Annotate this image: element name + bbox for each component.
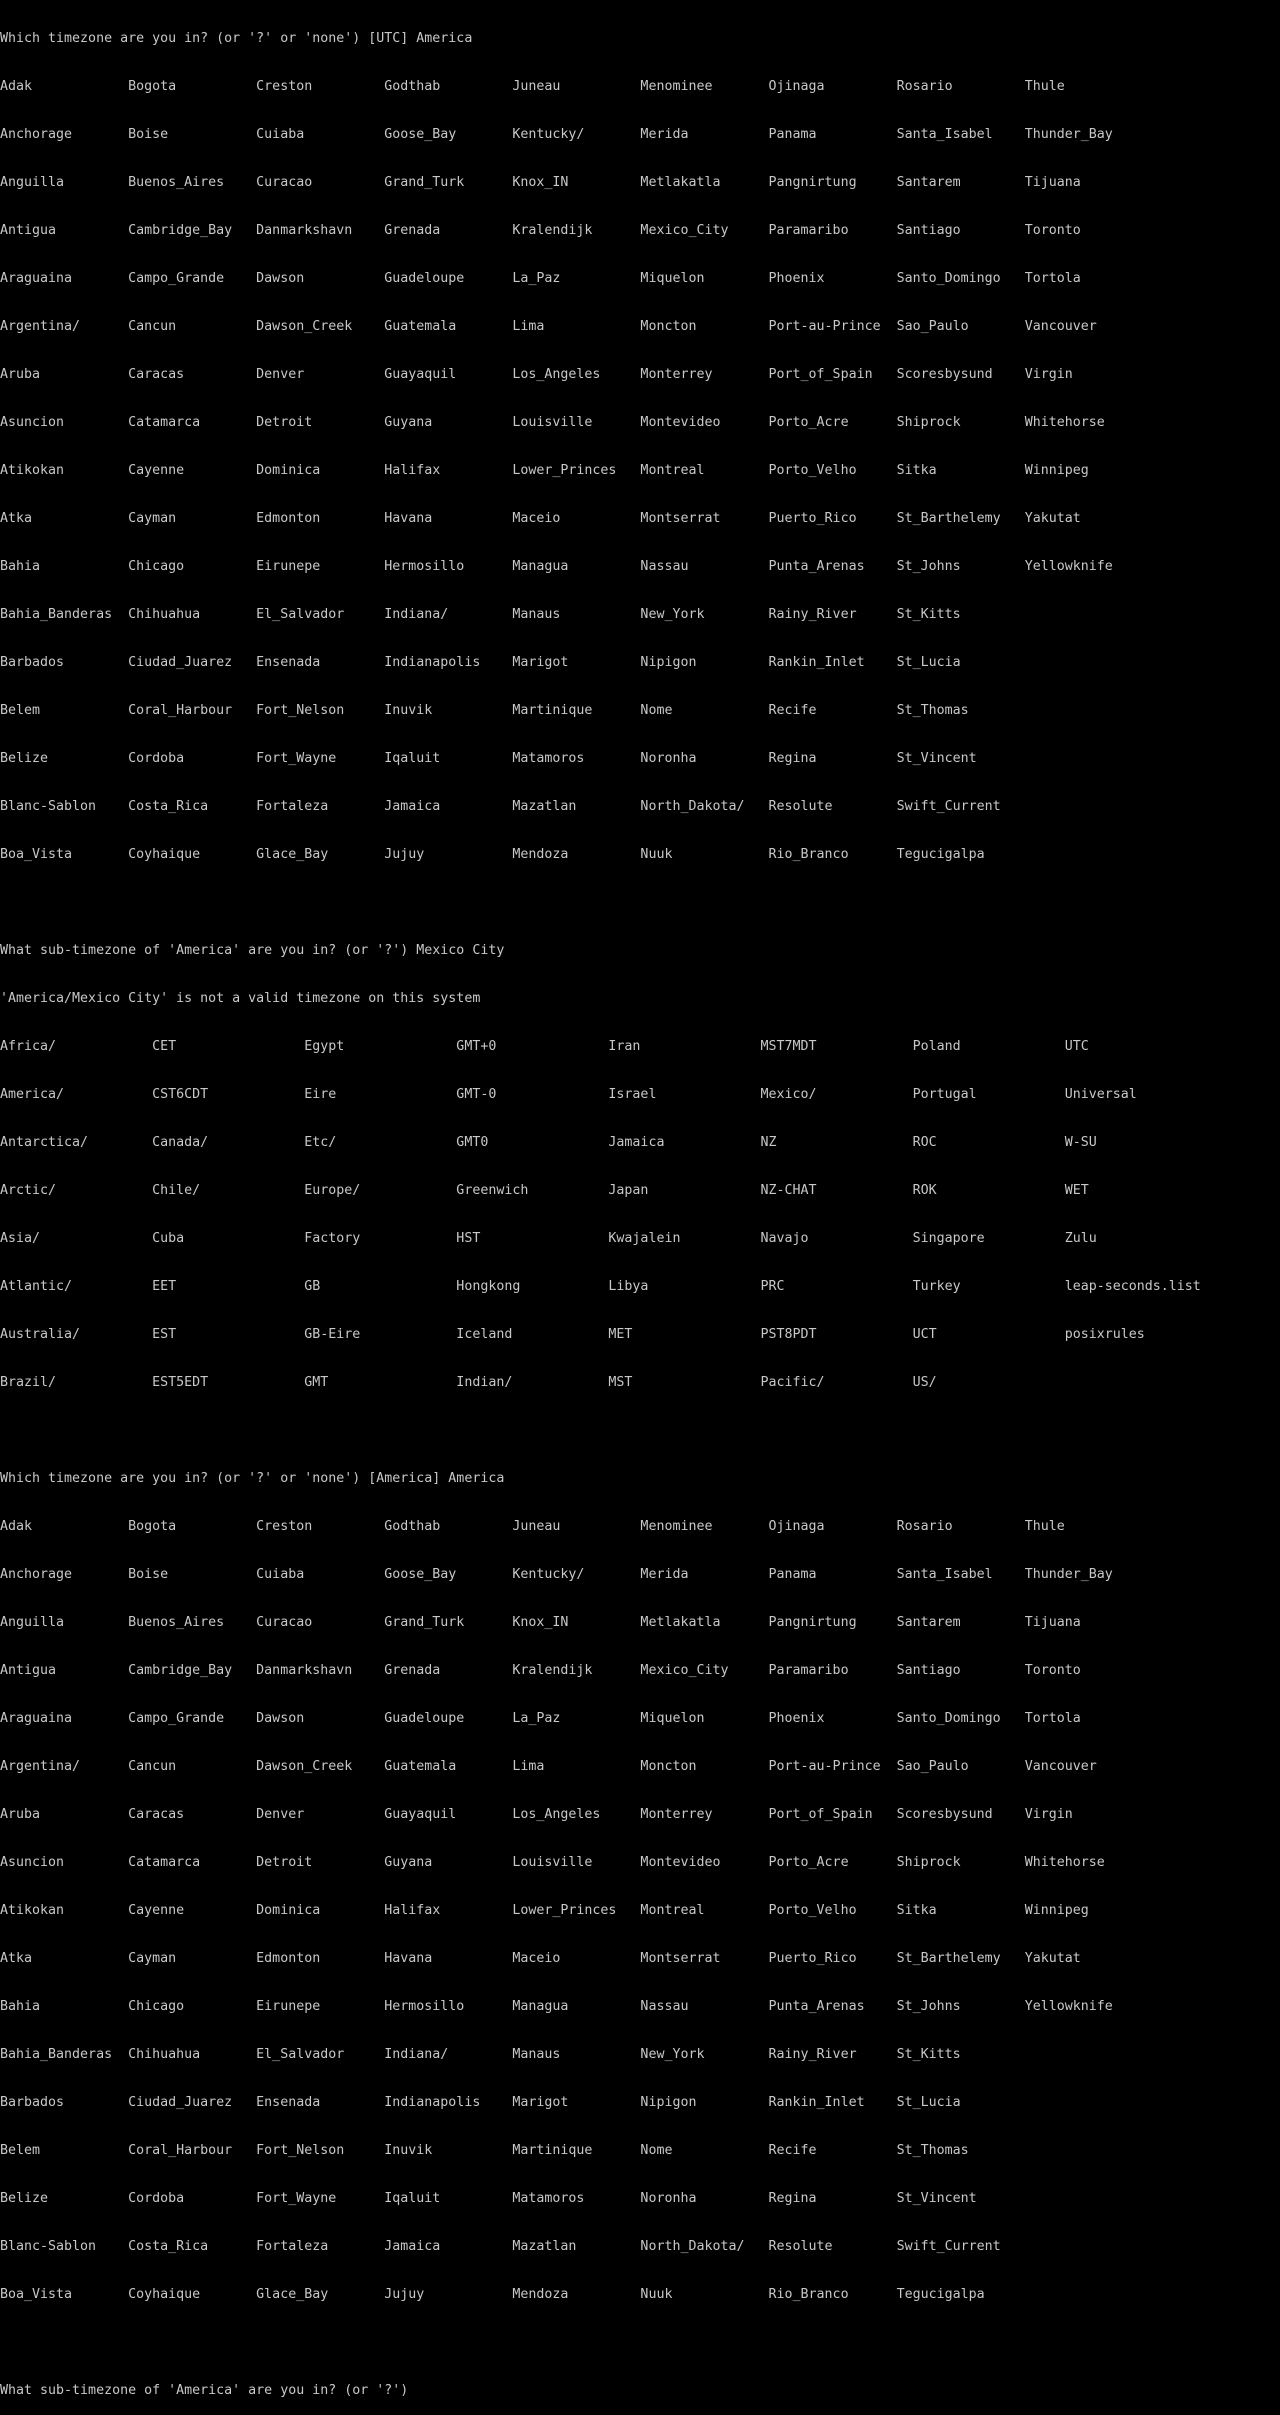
zone-list-row: Blanc-Sablon Costa_Rica Fortaleza Jamaica Mazatlan North_Dakota/ Resolute Swift_Current: [0, 2239, 1001, 2254]
zone-list-row: Anchorage Boise Cuiaba Goose_Bay Kentucky/ Merida Panama Santa_Isabel Thunder_Bay: [0, 1567, 1113, 1582]
zone-list-row: Brazil/ EST5EDT GMT Indian/ MST Pacific/ US/: [0, 1375, 937, 1390]
zone-list-row: Antarctica/ Canada/ Etc/ GMT0 Jamaica NZ ROC W-SU: [0, 1135, 1097, 1150]
prompt-text: What sub-timezone of 'America' are you in? (or '?'): [0, 2383, 417, 2398]
zone-list-row: Argentina/ Cancun Dawson_Creek Guatemala Lima Moncton Port-au-Prince Sao_Paulo Vancouver: [0, 1759, 1097, 1774]
zone-list-row: Africa/ CET Egypt GMT+0 Iran MST7MDT Poland UTC: [0, 1039, 1089, 1054]
zone-list-row: Atlantic/ EET GB Hongkong Libya PRC Turkey leap-seconds.list: [0, 1279, 1201, 1294]
prompt-line: Which timezone are you in? (or '?' or 'none') [UTC] America: [0, 31, 473, 46]
zone-list-row: Araguaina Campo_Grande Dawson Guadeloupe La_Paz Miquelon Phoenix Santo_Domingo Tortola: [0, 271, 1081, 286]
zone-list-row: Adak Bogota Creston Godthab Juneau Menominee Ojinaga Rosario Thule: [0, 79, 1065, 94]
zone-list-row: Aruba Caracas Denver Guayaquil Los_Angeles Monterrey Port_of_Spain Scoresbysund Virgin: [0, 367, 1073, 382]
zone-list-row: Asuncion Catamarca Detroit Guyana Louisville Montevideo Porto_Acre Shiprock Whitehorse: [0, 415, 1105, 430]
zone-list-row: Belize Cordoba Fort_Wayne Iqaluit Matamoros Noronha Regina St_Vincent: [0, 751, 977, 766]
zone-list-row: Atka Cayman Edmonton Havana Maceio Montserrat Puerto_Rico St_Barthelemy Yakutat: [0, 511, 1081, 526]
zone-list-row: Antigua Cambridge_Bay Danmarkshavn Grenada Kralendijk Mexico_City Paramaribo Santiago Toronto: [0, 1663, 1081, 1678]
zone-list-row: Bahia_Banderas Chihuahua El_Salvador Indiana/ Manaus New_York Rainy_River St_Kitts: [0, 2047, 961, 2062]
error-message: 'America/Mexico City' is not a valid timezone on this system: [0, 991, 481, 1006]
zone-list-row: Belem Coral_Harbour Fort_Nelson Inuvik Martinique Nome Recife St_Thomas: [0, 2143, 969, 2158]
zone-list-row: Bahia_Banderas Chihuahua El_Salvador Indiana/ Manaus New_York Rainy_River St_Kitts: [0, 607, 961, 622]
zone-list-row: Anguilla Buenos_Aires Curacao Grand_Turk Knox_IN Metlakatla Pangnirtung Santarem Tijuana: [0, 1615, 1081, 1630]
zone-list-row: Adak Bogota Creston Godthab Juneau Menominee Ojinaga Rosario Thule: [0, 1519, 1065, 1534]
zone-list-row: Arctic/ Chile/ Europe/ Greenwich Japan NZ-CHAT ROK WET: [0, 1183, 1089, 1198]
zone-list-row: Aruba Caracas Denver Guayaquil Los_Angeles Monterrey Port_of_Spain Scoresbysund Virgin: [0, 1807, 1073, 1822]
zone-list-row: Anguilla Buenos_Aires Curacao Grand_Turk Knox_IN Metlakatla Pangnirtung Santarem Tijuana: [0, 175, 1081, 190]
zone-list-row: Barbados Ciudad_Juarez Ensenada Indianapolis Marigot Nipigon Rankin_Inlet St_Lucia: [0, 2095, 961, 2110]
input-prompt-line[interactable]: [0, 2383, 1280, 2399]
zone-list-row: Boa_Vista Coyhaique Glace_Bay Jujuy Mendoza Nuuk Rio_Branco Tegucigalpa: [0, 847, 985, 862]
zone-list-row: Atka Cayman Edmonton Havana Maceio Montserrat Puerto_Rico St_Barthelemy Yakutat: [0, 1951, 1081, 1966]
zone-list-row: Atikokan Cayenne Dominica Halifax Lower_Princes Montreal Porto_Velho Sitka Winnipeg: [0, 1903, 1089, 1918]
zone-list-row: Blanc-Sablon Costa_Rica Fortaleza Jamaica Mazatlan North_Dakota/ Resolute Swift_Current: [0, 799, 1001, 814]
blank-line: [0, 2335, 1280, 2351]
zone-list-row: Belize Cordoba Fort_Wayne Iqaluit Matamoros Noronha Regina St_Vincent: [0, 2191, 977, 2206]
zone-list-row: Australia/ EST GB-Eire Iceland MET PST8PDT UCT posixrules: [0, 1327, 1145, 1342]
prompt-line: What sub-timezone of 'America' are you in? (or '?') Mexico City: [0, 943, 505, 958]
zone-list-row: Araguaina Campo_Grande Dawson Guadeloupe La_Paz Miquelon Phoenix Santo_Domingo Tortola: [0, 1711, 1081, 1726]
zone-list-row: Asia/ Cuba Factory HST Kwajalein Navajo Singapore Zulu: [0, 1231, 1097, 1246]
zone-list-row: Bahia Chicago Eirunepe Hermosillo Managua Nassau Punta_Arenas St_Johns Yellowknife: [0, 559, 1113, 574]
blank-line: [0, 1423, 1280, 1439]
zone-list-row: Boa_Vista Coyhaique Glace_Bay Jujuy Mendoza Nuuk Rio_Branco Tegucigalpa: [0, 2287, 985, 2302]
zone-list-row: Belem Coral_Harbour Fort_Nelson Inuvik Martinique Nome Recife St_Thomas: [0, 703, 969, 718]
zone-list-row: America/ CST6CDT Eire GMT-0 Israel Mexico/ Portugal Universal: [0, 1087, 1137, 1102]
zone-list-row: Asuncion Catamarca Detroit Guyana Louisville Montevideo Porto_Acre Shiprock Whitehorse: [0, 1855, 1105, 1870]
zone-list-row: Anchorage Boise Cuiaba Goose_Bay Kentucky/ Merida Panama Santa_Isabel Thunder_Bay: [0, 127, 1113, 142]
blank-line: [0, 895, 1280, 911]
zone-list-row: Atikokan Cayenne Dominica Halifax Lower_Princes Montreal Porto_Velho Sitka Winnipeg: [0, 463, 1089, 478]
zone-list-row: Antigua Cambridge_Bay Danmarkshavn Grenada Kralendijk Mexico_City Paramaribo Santiago Toronto: [0, 223, 1081, 238]
zone-list-row: Argentina/ Cancun Dawson_Creek Guatemala Lima Moncton Port-au-Prince Sao_Paulo Vancouver: [0, 319, 1097, 334]
zone-list-row: Barbados Ciudad_Juarez Ensenada Indianapolis Marigot Nipigon Rankin_Inlet St_Lucia: [0, 655, 961, 670]
prompt-line: Which timezone are you in? (or '?' or 'none') [America] America: [0, 1471, 505, 1486]
zone-list-row: Bahia Chicago Eirunepe Hermosillo Managua Nassau Punta_Arenas St_Johns Yellowknife: [0, 1999, 1113, 2014]
